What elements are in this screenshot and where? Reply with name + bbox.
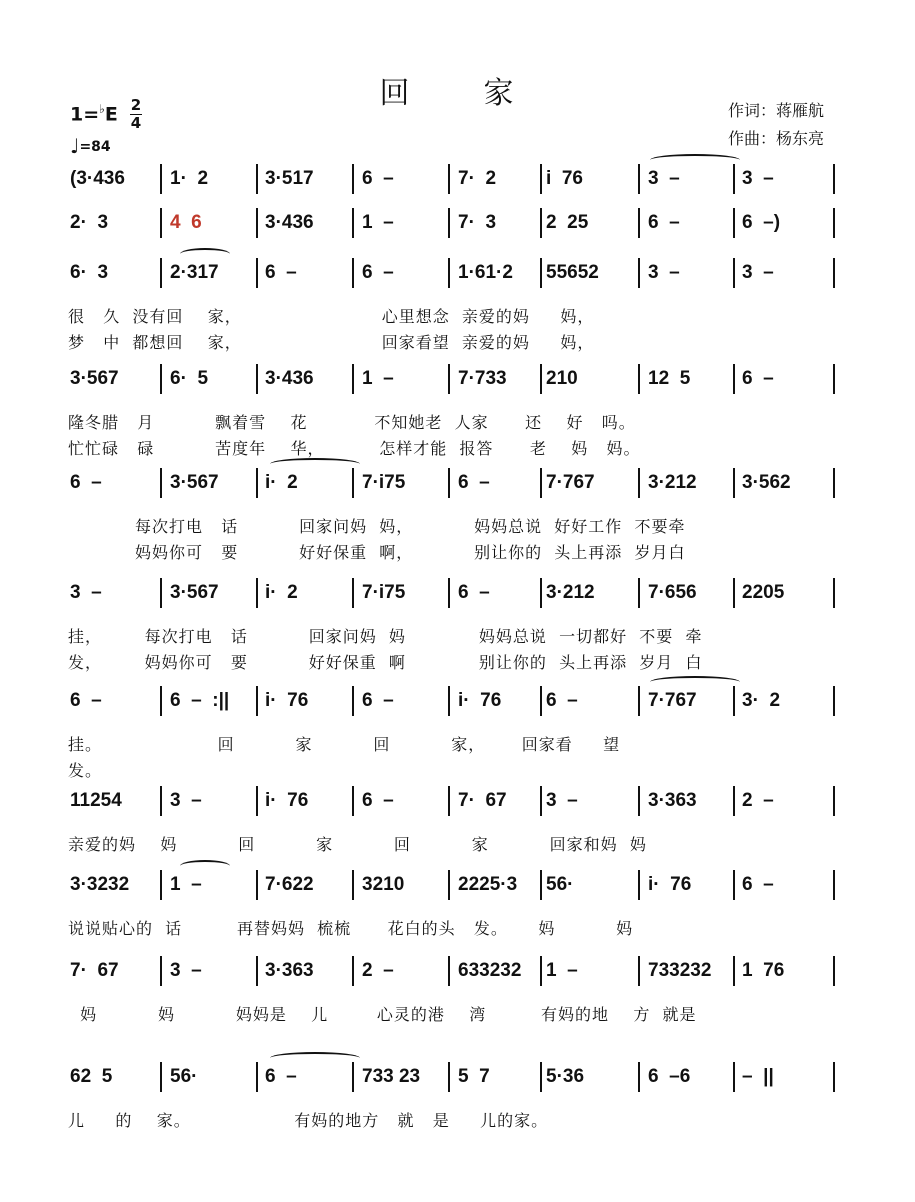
- barline: [352, 258, 354, 288]
- barline: [448, 164, 450, 194]
- barline: [448, 786, 450, 816]
- barline: [833, 364, 835, 394]
- barline: [540, 1062, 542, 1092]
- lyric-line: 亲爱的妈 妈 回 家 回 家 回家和妈 妈: [68, 835, 647, 854]
- barline: [352, 870, 354, 900]
- barline: [160, 956, 162, 986]
- barline: [833, 164, 835, 194]
- measure: 3 –: [546, 790, 578, 811]
- measure: 3 –: [742, 262, 774, 283]
- barlines: [0, 578, 915, 608]
- measure: 3· 2: [742, 690, 781, 711]
- measure: 2 –: [362, 960, 394, 981]
- barline: [256, 578, 258, 608]
- barline: [638, 364, 640, 394]
- barline: [352, 208, 354, 238]
- composer-credit: 作曲：杨东亮: [728, 129, 825, 148]
- key-prefix: 1=: [70, 103, 100, 126]
- barline: [448, 364, 450, 394]
- barline: [733, 578, 735, 608]
- barline: [352, 364, 354, 394]
- barline: [160, 468, 162, 498]
- lyric-line: 梦 中 都想回 家， 回家看望 亲爱的妈 妈，: [68, 333, 595, 352]
- time-signature: [130, 98, 142, 131]
- measure: i· 2: [265, 582, 298, 603]
- measure: 6 –: [742, 874, 774, 895]
- barline: [256, 258, 258, 288]
- measure: 1 –: [546, 960, 578, 981]
- lyric-line: 隆冬腊 月 飘着雪 花 不知她老 人家 还 好 吗。: [68, 413, 636, 432]
- measure: 7·767: [648, 690, 697, 711]
- measure: 6 –: [362, 168, 394, 189]
- barlines: [0, 1062, 915, 1092]
- barline: [256, 956, 258, 986]
- measure: 3 –: [170, 960, 202, 981]
- barline: [160, 208, 162, 238]
- barline: [638, 208, 640, 238]
- measure: 3 –: [742, 168, 774, 189]
- measure: 6 –: [546, 690, 578, 711]
- tempo-value: =84: [79, 139, 111, 155]
- barline: [448, 956, 450, 986]
- barline: [540, 258, 542, 288]
- slur-mark: [650, 154, 740, 166]
- barline: [540, 686, 542, 716]
- measure: 11254: [70, 790, 122, 811]
- barline: [638, 258, 640, 288]
- barline: [540, 208, 542, 238]
- measure: 56·: [170, 1066, 198, 1087]
- lyric-line: 妈妈你可 要 好好保重 啊， 别让你的 头上再添 岁月白: [68, 543, 686, 562]
- barline: [256, 364, 258, 394]
- slur-mark: [650, 676, 740, 688]
- slur-mark: [270, 458, 360, 470]
- barline: [733, 164, 735, 194]
- time-bottom: 4: [130, 114, 142, 132]
- page-title: 回 家: [379, 76, 536, 111]
- barlines: [0, 164, 915, 194]
- barline: [256, 870, 258, 900]
- barline: [540, 870, 542, 900]
- measure: 3·3232: [70, 874, 130, 895]
- slur-mark: [180, 248, 230, 260]
- barline: [352, 686, 354, 716]
- barline: [733, 1062, 735, 1092]
- measure: 6 –: [742, 368, 774, 389]
- measure: 6 –: [648, 212, 680, 233]
- measure: i 76: [546, 168, 583, 189]
- measure: 56·: [546, 874, 574, 895]
- barline: [352, 164, 354, 194]
- barline: [352, 1062, 354, 1092]
- measure: 3·517: [265, 168, 314, 189]
- barline: [160, 578, 162, 608]
- barline: [833, 1062, 835, 1092]
- barlines: [0, 468, 915, 498]
- barline: [540, 956, 542, 986]
- measure: 7· 67: [458, 790, 507, 811]
- lyric-line: 很 久 没有回 家， 心里想念 亲爱的妈 妈，: [68, 307, 595, 326]
- time-top: 2: [130, 96, 142, 114]
- barline: [833, 956, 835, 986]
- barline: [256, 468, 258, 498]
- barline: [833, 578, 835, 608]
- lyric-line: 儿 的 家。 有妈的地方 就 是 儿的家。: [68, 1111, 549, 1130]
- barline: [733, 258, 735, 288]
- barline: [733, 870, 735, 900]
- measure: 7·622: [265, 874, 314, 895]
- barline: [352, 578, 354, 608]
- measure: 7· 67: [70, 960, 119, 981]
- measure: 6 –: [458, 472, 490, 493]
- barlines: [0, 258, 915, 288]
- measure: 7· 3: [458, 212, 497, 233]
- measure: i· 76: [265, 690, 309, 711]
- barline: [540, 364, 542, 394]
- measure: 3·436: [265, 212, 314, 233]
- barline: [733, 364, 735, 394]
- measure: 3·567: [170, 472, 219, 493]
- measure: 6· 5: [170, 368, 209, 389]
- measure: (3·436: [70, 168, 125, 189]
- measure: 3 –: [648, 262, 680, 283]
- lyric-line: 挂， 每次打电 话 回家问妈 妈 妈妈总说 一切都好 不要 牵: [68, 627, 703, 646]
- measure: 6 –: [458, 582, 490, 603]
- measure: 6 –: [70, 690, 102, 711]
- measure: 6· 3: [70, 262, 109, 283]
- barline: [833, 208, 835, 238]
- barline: [160, 258, 162, 288]
- measure: 7· 2: [458, 168, 497, 189]
- measure: i· 2: [265, 472, 298, 493]
- barline: [256, 164, 258, 194]
- tempo-marking: [70, 134, 111, 158]
- measure: 6 –6: [648, 1066, 691, 1087]
- measure: – ||: [742, 1066, 774, 1087]
- quarter-note-icon: ♩: [70, 134, 80, 158]
- barline: [733, 686, 735, 716]
- measure: 3·562: [742, 472, 791, 493]
- measure: 62 5: [70, 1066, 113, 1087]
- barline: [448, 578, 450, 608]
- barline: [733, 786, 735, 816]
- measure: 1 –: [170, 874, 202, 895]
- barline: [833, 258, 835, 288]
- barline: [448, 208, 450, 238]
- slur-mark: [180, 860, 230, 872]
- measure: 3 –: [648, 168, 680, 189]
- measure: 1 76: [742, 960, 785, 981]
- barline: [638, 786, 640, 816]
- measure: i· 76: [648, 874, 692, 895]
- measure: 6 –: [70, 472, 102, 493]
- barline: [448, 1062, 450, 1092]
- measure: 6 –: [362, 262, 394, 283]
- slur-mark: [270, 1052, 360, 1064]
- measure: 3·212: [648, 472, 697, 493]
- barline: [733, 208, 735, 238]
- measure: 733232: [648, 960, 712, 981]
- barline: [833, 786, 835, 816]
- measure: 7·733: [458, 368, 507, 389]
- lyric-line: 忙忙碌 碌 苦度年 华， 怎样才能 报答 老 妈 妈。: [68, 439, 641, 458]
- measure: 3·363: [648, 790, 697, 811]
- measure: i· 76: [458, 690, 502, 711]
- barline: [638, 468, 640, 498]
- barline: [833, 468, 835, 498]
- lyricist-credit: 作词：蒋雁航: [728, 101, 825, 120]
- barline: [160, 164, 162, 194]
- flat-icon: ♭: [99, 102, 105, 116]
- barline: [256, 208, 258, 238]
- measure: 3 –: [170, 790, 202, 811]
- measure: 1· 2: [170, 168, 209, 189]
- barline: [448, 686, 450, 716]
- measure: 6 –): [742, 212, 781, 233]
- measure: 3·436: [265, 368, 314, 389]
- measure: 3 –: [70, 582, 102, 603]
- measure: 2·317: [170, 262, 219, 283]
- barline: [448, 468, 450, 498]
- measure: 3·567: [170, 582, 219, 603]
- measure: 2· 3: [70, 212, 109, 233]
- measure: 7·i75: [362, 472, 406, 493]
- measure: 3·567: [70, 368, 119, 389]
- measure: 6 –: [265, 262, 297, 283]
- barline: [638, 956, 640, 986]
- measure: i· 76: [265, 790, 309, 811]
- measure: 633232: [458, 960, 522, 981]
- barline: [638, 686, 640, 716]
- lyric-line: 每次打电 话 回家问妈 妈， 妈妈总说 好好工作 不要牵: [68, 517, 686, 536]
- barline: [733, 468, 735, 498]
- barline: [448, 870, 450, 900]
- barline: [833, 686, 835, 716]
- barline: [540, 468, 542, 498]
- measure: 55652: [546, 262, 599, 283]
- barline: [160, 364, 162, 394]
- measure: 6 –: [265, 1066, 297, 1087]
- barline: [352, 956, 354, 986]
- measure: 12 5: [648, 368, 691, 389]
- measure: 2205: [742, 582, 785, 603]
- barline: [256, 1062, 258, 1092]
- measure: 210: [546, 368, 578, 389]
- key-letter: E: [104, 103, 118, 126]
- barline: [160, 786, 162, 816]
- measure: 1 –: [362, 212, 394, 233]
- measure: 3·363: [265, 960, 314, 981]
- barline: [638, 164, 640, 194]
- barlines: [0, 686, 915, 716]
- barlines: [0, 870, 915, 900]
- lyric-line: 发， 妈妈你可 要 好好保重 啊 别让你的 头上再添 岁月 白: [68, 653, 703, 672]
- measure: 2 25: [546, 212, 589, 233]
- barline: [160, 686, 162, 716]
- barline: [256, 686, 258, 716]
- measure: 7·767: [546, 472, 595, 493]
- barline: [352, 468, 354, 498]
- barline: [256, 786, 258, 816]
- measure: 6 –: [362, 690, 394, 711]
- measure: 7·656: [648, 582, 697, 603]
- barline: [448, 258, 450, 288]
- barline: [352, 786, 354, 816]
- barlines: [0, 786, 915, 816]
- barline: [540, 164, 542, 194]
- barline: [540, 786, 542, 816]
- lyric-line: 发。: [68, 761, 103, 780]
- barline: [733, 956, 735, 986]
- measure: 3·212: [546, 582, 595, 603]
- barlines: [0, 364, 915, 394]
- barline: [833, 870, 835, 900]
- measure: 733 23: [362, 1066, 421, 1087]
- barline: [160, 1062, 162, 1092]
- measure: 1·61·2: [458, 262, 513, 283]
- measure: 2225·3: [458, 874, 518, 895]
- measure: 3210: [362, 874, 405, 895]
- lyric-line: 挂。 回 家 回 家， 回家看 望: [68, 735, 621, 754]
- barline: [638, 1062, 640, 1092]
- measure: 4 6: [170, 212, 202, 233]
- measure: 7·i75: [362, 582, 406, 603]
- lyric-line: 说说贴心的 话 再替妈妈 梳梳 花白的头 发。 妈 妈: [68, 919, 634, 938]
- lyric-line: 妈 妈 妈妈是 儿 心灵的港 湾 有妈的地 方 就是: [68, 1005, 697, 1024]
- measure: 5·36: [546, 1066, 585, 1087]
- barline: [638, 870, 640, 900]
- measure: 6 –: [362, 790, 394, 811]
- key-signature: [70, 102, 118, 125]
- measure: 2 –: [742, 790, 774, 811]
- barlines: [0, 208, 915, 238]
- measure: 6 – :||: [170, 690, 230, 711]
- barline: [540, 578, 542, 608]
- barlines: [0, 956, 915, 986]
- barline: [160, 870, 162, 900]
- measure: 5 7: [458, 1066, 490, 1087]
- measure: 1 –: [362, 368, 394, 389]
- barline: [638, 578, 640, 608]
